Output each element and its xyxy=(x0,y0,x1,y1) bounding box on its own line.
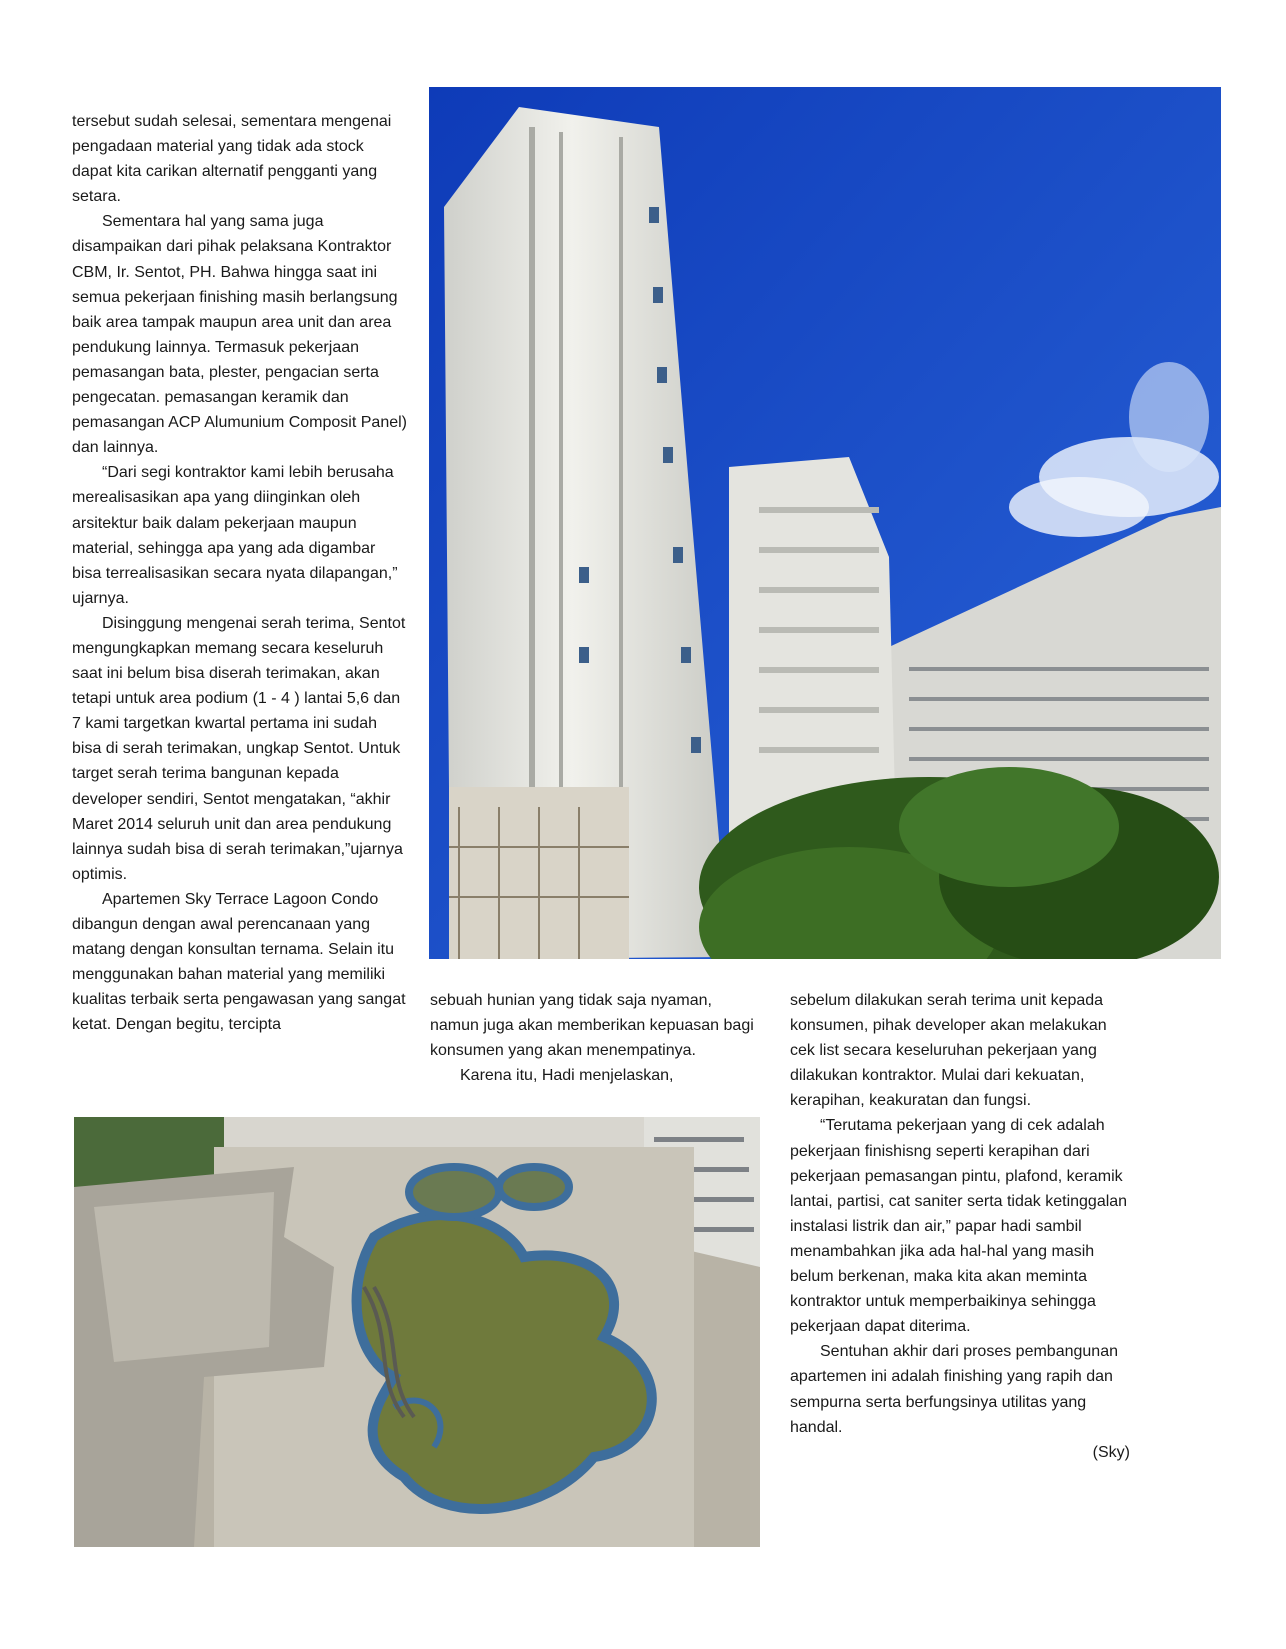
paragraph: sebuah hunian yang tidak saja nyaman, namun juga akan memberikan kepuasan bagi konsumen yang akan menempatinya. xyxy=(430,992,754,1060)
paragraph: Sentuhan akhir dari proses pembangunan apartemen ini adalah finishing yang rapih dan sempurna serta berfungsinya utilitas yang handal. xyxy=(790,1343,1118,1436)
paragraph: Sementara hal yang sama juga disampaikan dari pihak pelaksana Kontraktor CBM, Ir. Sentot, PH. Bahwa hingga saat ini semua pekerjaan finishing masih berlangsung baik area tampak maupun area unit dan area pendukung lainnya. Termasuk pekerjaan pemasangan bata, plester, pengacian serta pengecatan. pemasangan keramik dan pemasangan ACP Alumunium Composit Panel) dan lainnya. xyxy=(72,213,407,457)
text-column-right xyxy=(790,988,1130,1465)
paragraph: sebelum dilakukan serah terima unit kepada konsumen, pihak developer akan melakukan cek list secara keseluruhan pekerjaan yang dilakukan kontraktor. Mulai dari kekuatan, kerapihan, keakuratan dan fungsi. xyxy=(790,992,1107,1110)
paragraph: Apartemen Sky Terrace Lagoon Condo dibangun dengan awal perencanaan yang matang dengan konsultan ternama. Selain itu menggunakan bahan material yang memiliki kualitas terbaik serta pengawasan yang sangat ketat. Dengan begitu, tercipta xyxy=(72,890,406,1034)
paragraph: “Terutama pekerjaan yang di cek adalah pekerjaan finishisng seperti kerapihan dari pekerjaan pemasangan pintu, plafond, keramik lantai, partisi, cat saniter serta tidak ketinggalan instalasi listrik dan air,” papar hadi sambil menambahkan jika ada hal-hal yang masih belum berkenan, maka kita akan meminta kontraktor untuk memperbaikinya sehingga pekerjaan dapat diterima. xyxy=(790,1117,1128,1336)
swimming-pool-photo xyxy=(74,1117,760,1547)
text-column-middle xyxy=(430,988,760,1088)
swimming-pool-illustration xyxy=(74,1117,760,1547)
paragraph: tersebut sudah selesai, sementara mengenai pengadaan material yang tidak ada stock dapat kita carikan alternatif pengganti yang setara. xyxy=(72,113,392,206)
byline: (Sky) xyxy=(1092,1443,1130,1461)
apartment-tower-photo xyxy=(429,87,1221,959)
text-column-left xyxy=(72,109,408,1037)
paragraph: “Dari segi kontraktor kami lebih berusaha merealisasikan apa yang diinginkan oleh arsitektur baik dalam pekerjaan maupun material, sehingga apa yang ada digambar bisa terrealisasikan secara nyata dilapangan,” ujarnya. xyxy=(72,464,398,607)
apartment-tower-illustration xyxy=(429,87,1221,959)
paragraph: Disinggung mengenai serah terima, Sentot mengungkapkan memang secara keseluruh saat ini belum bisa diserah terimakan, akan tetapi untuk area podium (1 - 4 ) lantai 5,6 dan 7 kami targetkan kwartal pertama ini sudah bisa di serah terimakan, ungkap Sentot. Untuk target serah terima bangunan kepada developer sendiri, Sentot mengatakan, “akhir Maret 2014 seluruh unit dan area pendukung lainnya sudah bisa di serah terimakan,”ujarnya optimis. xyxy=(72,614,406,883)
paragraph: Karena itu, Hadi menjelaskan, xyxy=(460,1067,674,1085)
